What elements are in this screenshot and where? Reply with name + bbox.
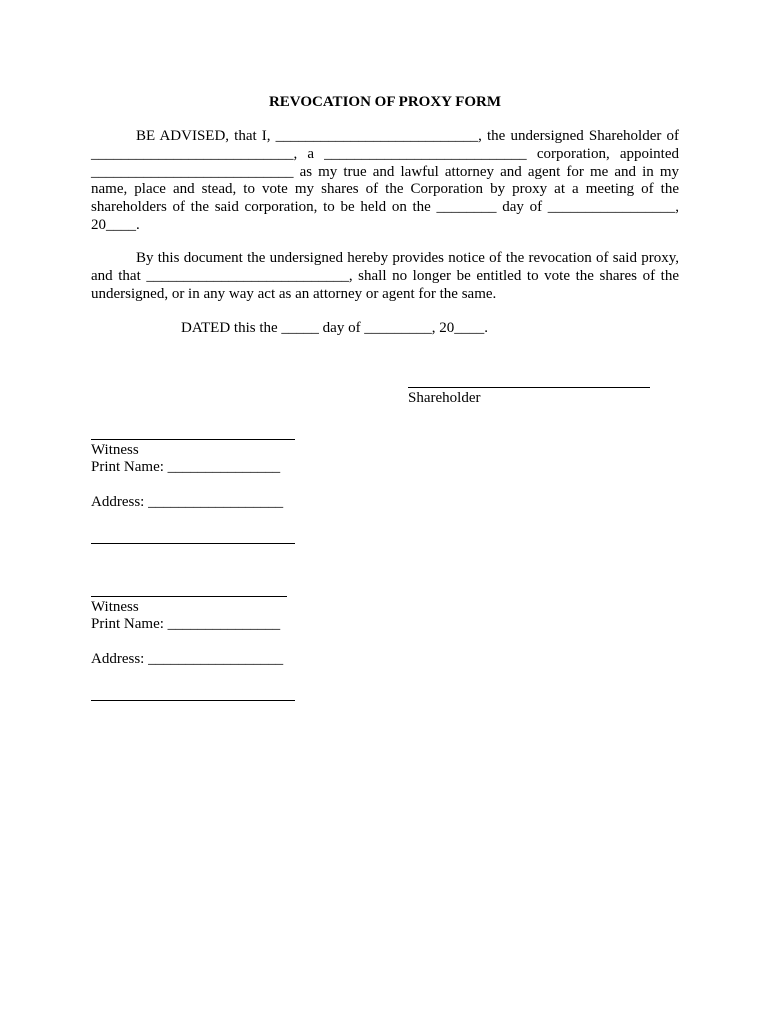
shareholder-label: Shareholder: [408, 390, 481, 406]
dated-line: DATED this the _____ day of _________, 20____.: [181, 320, 489, 336]
witness-2-label: Witness: [91, 599, 139, 615]
witness-1-label: Witness: [91, 442, 139, 458]
witness-2-address: Address: __________________: [91, 651, 284, 667]
witness-1-address-line-2: [91, 543, 295, 544]
paragraph-appointment: BE ADVISED, that I, ___________________________, the undersigned Shareholder of ___________________________, a ___________________________ corporation, appointed ___________________________ as my true and lawful attorney and agent for me and in my name, place and stead, to vote my shares of the Corporation by proxy at a meeting of the shareholders of the said corporation, to be held on the ________ day of _________________, 20____.: [91, 128, 679, 233]
witness-2-print-name: Print Name: _______________: [91, 616, 281, 632]
shareholder-signature-line: [408, 387, 650, 388]
witness-1-signature-line: [91, 439, 295, 440]
witness-2-signature-line: [91, 596, 287, 597]
document-title: REVOCATION OF PROXY FORM: [268, 94, 502, 110]
witness-1-address: Address: __________________: [91, 494, 284, 510]
paragraph-revocation: By this document the undersigned hereby provides notice of the revocation of said proxy, and that ___________________________, shall no longer be entitled to vote the shares of the undersigned, or in any way act as an attorney or agent for the same.: [91, 250, 679, 302]
witness-2-address-line-2: [91, 700, 295, 701]
witness-1-print-name: Print Name: _______________: [91, 459, 281, 475]
